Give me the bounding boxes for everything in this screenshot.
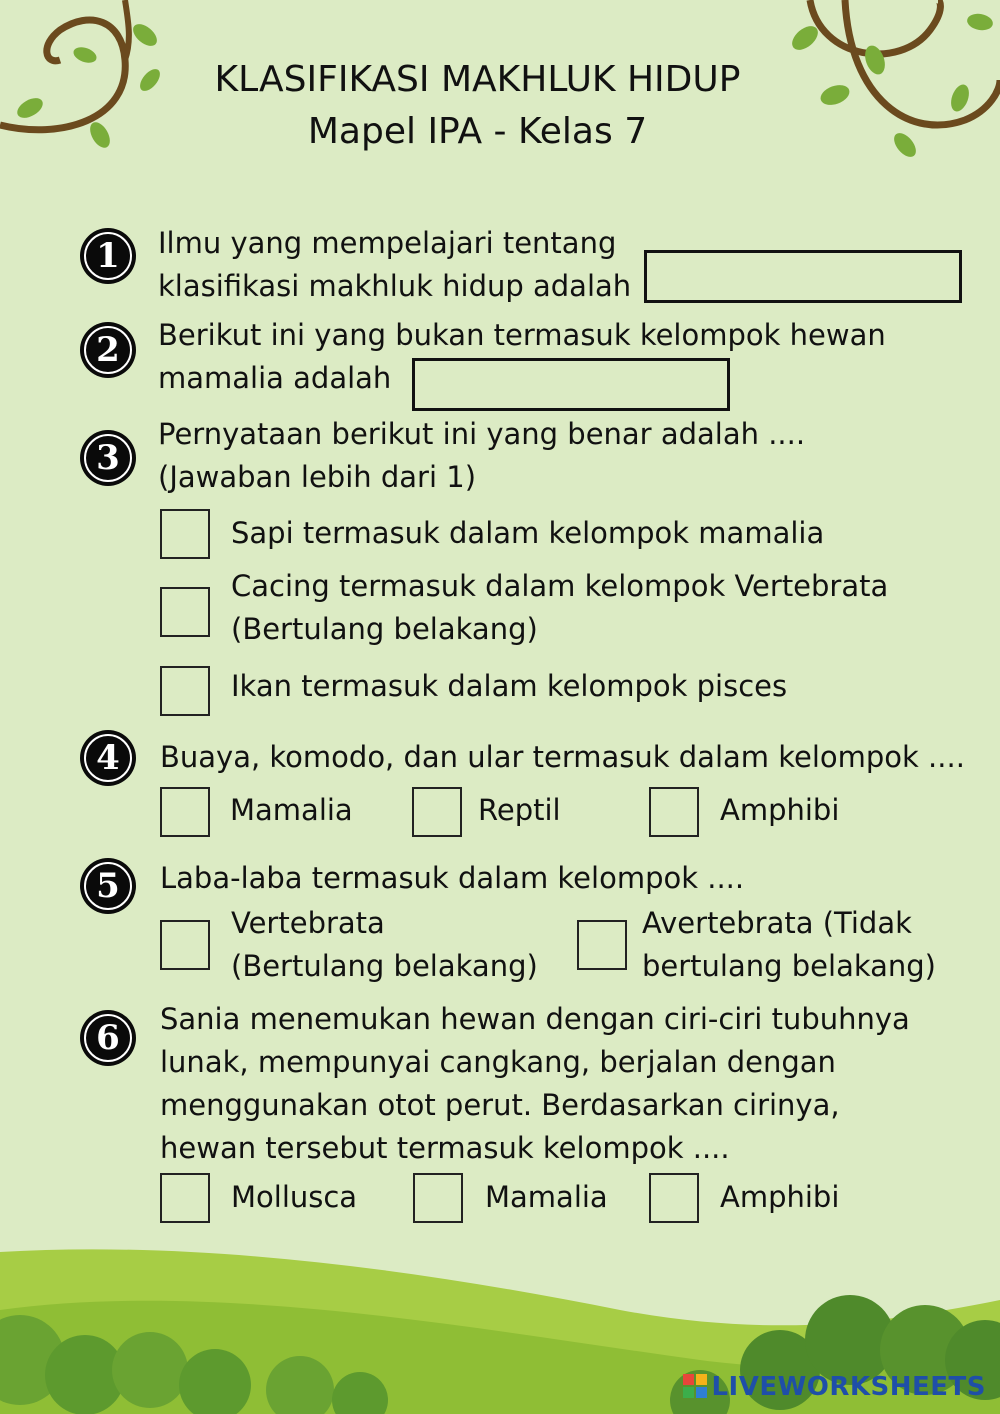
option-label: Cacing termasuk dalam kelompok Vertebrata [231, 569, 889, 603]
answer-input-q2[interactable] [412, 358, 730, 411]
question-1-text-line1: Ilmu yang mempelajari tentang [158, 226, 617, 260]
question-2-text-line2: mamalia adalah [158, 361, 392, 395]
question-number-badge: 1 [80, 228, 136, 284]
option-label: Amphibi [720, 1180, 840, 1214]
checkbox-q6-amphibi[interactable] [649, 1173, 699, 1223]
question-6-text-line4: hewan tersebut termasuk kelompok .... [160, 1131, 730, 1165]
question-3-text-line2: (Jawaban lebih dari 1) [158, 460, 477, 494]
option-label: Sapi termasuk dalam kelompok mamalia [231, 516, 825, 550]
checkbox-q6-mamalia[interactable] [413, 1173, 463, 1223]
option-label: (Bertulang belakang) [231, 949, 538, 983]
checkbox-q4-mamalia[interactable] [160, 787, 210, 837]
brand-text: LIVEWORKSHEETS [711, 1372, 986, 1402]
worksheet-subtitle: Mapel IPA - Kelas 7 [307, 111, 648, 152]
option-label: bertulang belakang) [642, 949, 936, 983]
question-6-text-line1: Sania menemukan hewan dengan ciri-ciri tubuhnya [160, 1002, 910, 1036]
question-3-text-line1: Pernyataan berikut ini yang benar adalah .... [158, 417, 806, 451]
option-label: (Bertulang belakang) [231, 612, 538, 646]
checkbox-q5-vertebrata[interactable] [160, 920, 210, 970]
option-label: Mamalia [230, 793, 353, 827]
question-2-text-line1: Berikut ini yang bukan termasuk kelompok hewan [158, 318, 886, 352]
question-number-badge: 5 [80, 858, 136, 914]
checkbox-q3-option-2[interactable] [160, 587, 210, 637]
question-4-text: Buaya, komodo, dan ular termasuk dalam kelompok .... [160, 740, 965, 774]
question-6-text-line3: menggunakan otot perut. Berdasarkan cirinya, [160, 1088, 840, 1122]
question-5-text: Laba-laba termasuk dalam kelompok .... [160, 861, 745, 895]
option-label: Mollusca [231, 1180, 358, 1214]
liveworksheets-icon [683, 1374, 707, 1398]
checkbox-q4-amphibi[interactable] [649, 787, 699, 837]
option-label: Reptil [478, 793, 561, 827]
checkbox-q3-option-3[interactable] [160, 666, 210, 716]
checkbox-q4-reptil[interactable] [412, 787, 462, 837]
worksheet-title: KLASIFIKASI MAKHLUK HIDUP [214, 59, 741, 100]
question-number-badge: 3 [80, 430, 136, 486]
option-label: Amphibi [720, 793, 840, 827]
option-label: Avertebrata (Tidak [642, 906, 912, 940]
option-label: Mamalia [485, 1180, 608, 1214]
checkbox-q6-mollusca[interactable] [160, 1173, 210, 1223]
checkbox-q3-option-1[interactable] [160, 509, 210, 559]
question-number-badge: 2 [80, 322, 136, 378]
question-6-text-line2: lunak, mempunyai cangkang, berjalan dengan [160, 1045, 836, 1079]
question-number-badge: 4 [80, 730, 136, 786]
question-number-badge: 6 [80, 1010, 136, 1066]
option-label: Vertebrata [231, 906, 385, 940]
checkbox-q5-avertebrata[interactable] [577, 920, 627, 970]
answer-input-q1[interactable] [644, 250, 962, 303]
liveworksheets-logo [683, 1372, 986, 1402]
option-label: Ikan termasuk dalam kelompok pisces [231, 669, 788, 703]
question-1-text-line2: klasifikasi makhluk hidup adalah [158, 269, 632, 303]
